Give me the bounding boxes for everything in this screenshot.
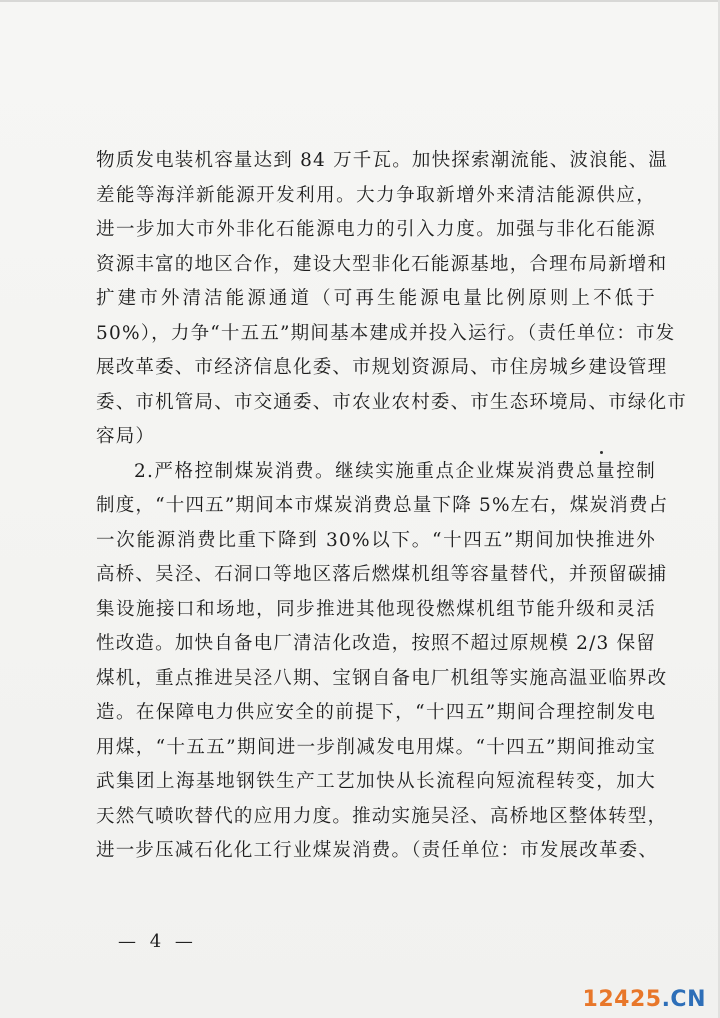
text-line: 物质发电装机容量达到 84 万千瓦。加快探索潮流能、波浪能、温 bbox=[96, 150, 669, 171]
text-line: 造。在保障电力供应安全的前提下，“十四五”期间合理控制发电 bbox=[96, 702, 656, 723]
text-line: 委、市机管局、市交通委、市农业农村委、市生态环境局、市绿化市 bbox=[96, 391, 688, 413]
section-heading-line: 2.严格控制煤炭消费。继续实施重点企业煤炭消费总量控制 bbox=[134, 460, 656, 482]
text-line: 容局） bbox=[96, 426, 156, 447]
text-line: 性改造。加快自备电厂清洁化改造，按照不超过原规模 2/3 保留 bbox=[96, 633, 656, 654]
watermark-number: 12425 bbox=[582, 987, 662, 1012]
watermark-domain: .CN bbox=[661, 987, 706, 1012]
text-line: 高桥、吴泾、石洞口等地区落后燃煤机组等容量替代，并预留碳捕 bbox=[96, 564, 668, 585]
text-line: 制度，“十四五”期间本市煤炭消费总量下降 5%左右，煤炭消费占 bbox=[96, 495, 669, 516]
text-line: 天然气喷吹替代的应用力度。推动实施吴泾、高桥地区整体转型， bbox=[96, 805, 668, 827]
text-line: 扩建市外清洁能源通道（可再生能源电量比例原则上不低于 bbox=[96, 288, 656, 309]
body-text bbox=[96, 144, 688, 869]
text-line: 差能等海洋新能源开发利用。大力争取新增外来清洁能源供应， bbox=[96, 184, 656, 206]
text-line: 进一步加大市外非化石能源电力的引入力度。加强与非化石能源 bbox=[96, 219, 656, 240]
text-line: 展改革委、市经济信息化委、市规划资源局、市住房城乡建设管理 bbox=[96, 357, 668, 378]
text-line: 用煤，“十五五”期间进一步削减发电用煤。“十四五”期间推动宝 bbox=[96, 736, 656, 758]
site-watermark-logo bbox=[583, 987, 706, 1012]
text-line: 进一步压减石化化工行业煤炭消费。（责任单位：市发展改革委、 bbox=[96, 840, 659, 861]
text-line: 一次能源消费比重下降到 30%以下。“十四五”期间加快推进外 bbox=[96, 529, 656, 551]
text-line: 资源丰富的地区合作，建设大型非化石能源基地，合理布局新增和 bbox=[96, 253, 668, 275]
text-line: 武集团上海基地钢铁生产工艺加快从长流程向短流程转变，加大 bbox=[96, 771, 656, 792]
page-number: — 4 — bbox=[118, 931, 197, 952]
scan-dot-mark bbox=[600, 451, 603, 454]
scan-edge-top bbox=[0, 0, 720, 2]
text-line: 50%），力争“十五五”期间基本建成并投入运行。（责任单位：市发 bbox=[96, 322, 676, 344]
text-line: 煤机，重点推进吴泾八期、宝钢自备电厂机组等实施高温亚临界改 bbox=[96, 667, 668, 689]
text-line: 集设施接口和场地，同步推进其他现役燃煤机组节能升级和灵活 bbox=[96, 598, 656, 620]
